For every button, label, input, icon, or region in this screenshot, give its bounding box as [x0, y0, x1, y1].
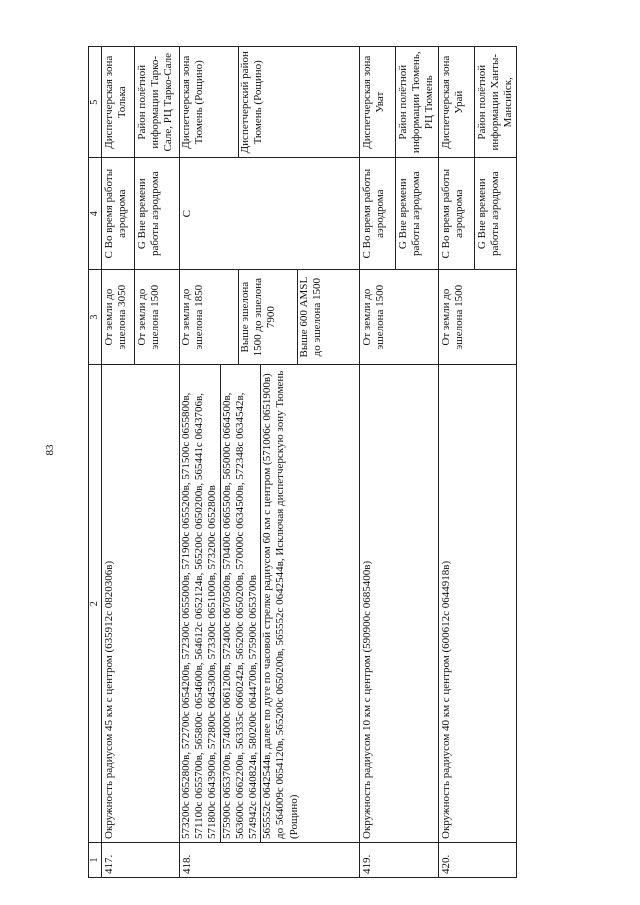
row-altitude: От земли до эшелона 1500: [438, 269, 517, 365]
rotated-table-container: [88, 46, 574, 878]
row-description: Окружность радиусом 40 км с центром (600612с 0644918в): [438, 365, 517, 843]
row-description: Окружность радиусом 45 км с центром (635912с 0820306в): [102, 365, 180, 843]
row-altitude: От земли до эшелона 1500: [360, 269, 439, 365]
row-zone: Диспетчерская зона Урай: [438, 47, 474, 158]
description-part-2: 575900с 0653700в, 574000с 0661200в, 572400с 0670500в, 570400с 0665500в, 565000с 0664500в, 563600с 0662200в, 563335с 0660242в, 565200с 0650200в, 570000с 0634500в, 572348с 0634542в, 574942с 0640824в, 580200с 0644700в, 575900с 0653700в: [220, 365, 261, 842]
airspace-table: [88, 46, 517, 878]
row-zone: Район полётной информации Ханты-Мансийск,: [474, 47, 517, 158]
row-altitude: [180, 269, 360, 365]
row-number: 417.: [102, 842, 180, 877]
description-part-1: 573200с 0652800в, 572700с 0654200в, 572300с 0655000в, 571900с 0655200в, 571500с 0655800в, 571100с 0655700в, 565800с 0654600в, 564612с 0652124в, 565200с 0650200в, 565441с 0643706в, 571800с 0643900в, 572800с 0645300в, 573300с 0651000в, 573200с 0652800в: [180, 392, 219, 839]
row-class: G Вне времени работы аэродрома: [135, 158, 180, 269]
altitude-part-2: Выше эшелона 1500 до эшелона 7900: [238, 270, 297, 365]
header-col-1: 1: [89, 842, 102, 877]
row-class: С Во время работы аэродрома: [438, 158, 474, 269]
table-row-418: [180, 47, 360, 878]
altitude-part-1: От земли до эшелона 1850: [180, 284, 206, 350]
row-class: С Во время работы аэродрома: [360, 158, 396, 269]
row-class: G Вне времени работы аэродрома: [396, 158, 439, 269]
table-row-420: [438, 47, 474, 878]
row-zone: Район полётной информации Тарко-Сале, РЦ Тарко-Сале: [135, 47, 180, 158]
altitude-part-3: Выше 600 AMSL до эшелона 1500: [297, 270, 324, 365]
row-description: [180, 365, 360, 843]
row-number: 419.: [360, 842, 439, 877]
row-number: 418.: [180, 842, 360, 877]
header-row: [89, 47, 102, 878]
zone-part-2: Диспетчерский район Тюмень (Рощино): [238, 47, 265, 157]
row-zone: [180, 47, 360, 158]
row-zone: Диспетчерская зона Уват: [360, 47, 396, 158]
table-row-417: [102, 47, 135, 878]
row-altitude: От земли до эшелона 3050: [102, 269, 135, 365]
page-number: 83: [44, 444, 56, 456]
row-number: 420.: [438, 842, 517, 877]
row-class: С: [180, 158, 360, 269]
header-col-2: 2: [89, 365, 102, 843]
row-class: С Во время работы аэродрома: [102, 158, 135, 269]
row-class: G Вне времени работы аэродрома: [474, 158, 517, 269]
header-col-4: 4: [89, 158, 102, 269]
row-zone: Диспетчерская зона Толька: [102, 47, 135, 158]
description-part-3: 565552с 0642544в, далее по дуге по часовой стрелке радиусом 60 км с центром (571006с 0651900в) до 564009с 0654120в, 565200с 0650200в, 565552с 0642544в, Исключая диспетчерскую зону Тюмень (Рощино): [260, 365, 301, 842]
table-row-419: [360, 47, 396, 878]
row-zone: Район полётной информации Тюмень, РЦ Тюмень: [396, 47, 439, 158]
row-altitude: От земли до эшелона 1500: [135, 269, 180, 365]
row-description: Окружность радиусом 10 км с центром (590900с 0685400в): [360, 365, 439, 843]
header-col-5: 5: [89, 47, 102, 158]
header-col-3: 3: [89, 269, 102, 365]
zone-part-1: Диспетчерская зона Тюмень (Рощино): [180, 55, 206, 149]
